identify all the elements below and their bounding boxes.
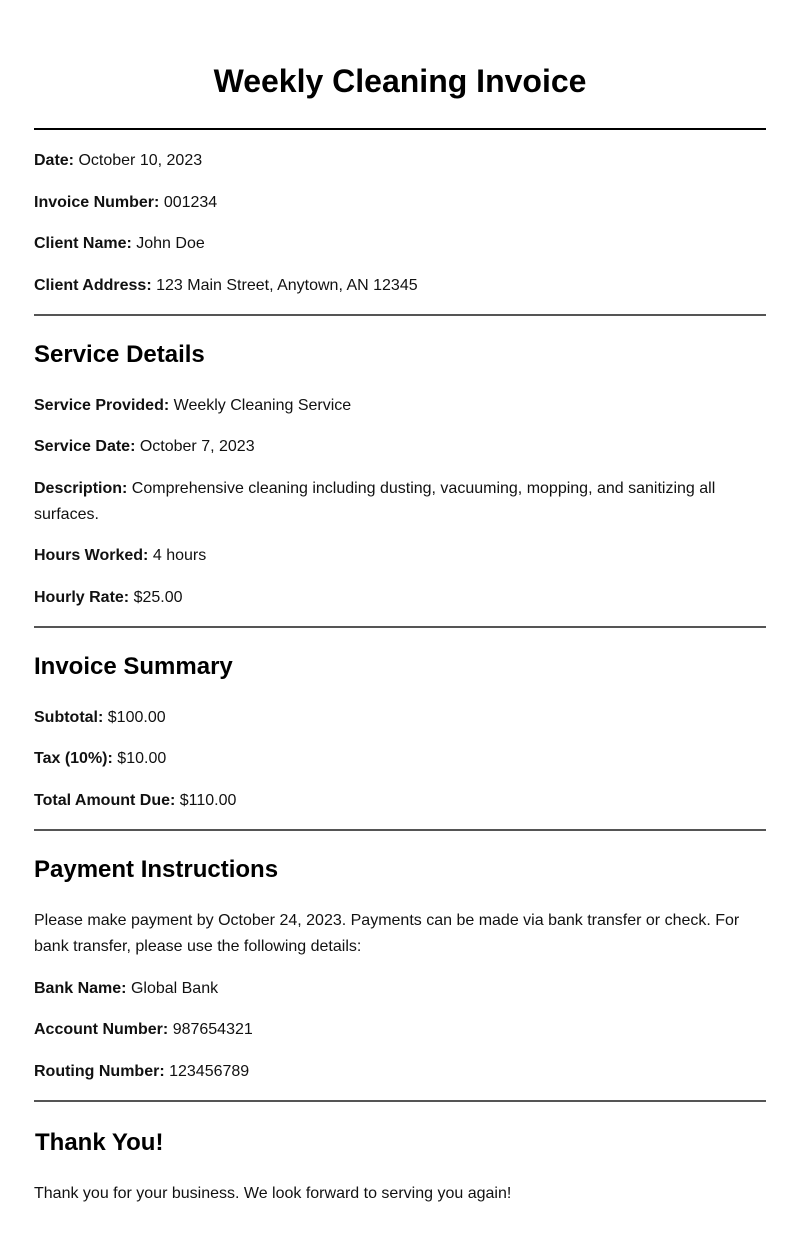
client-name <box>34 231 766 257</box>
invoice-title: Weekly Cleaning Invoice <box>213 63 587 99</box>
tax-label: Tax (10%): <box>34 750 113 767</box>
tax <box>34 746 766 772</box>
hours-worked-value: 4 hours <box>152 547 207 564</box>
bank-name-label: Bank Name: <box>34 980 127 997</box>
client-address-label: Client Address: <box>34 277 152 294</box>
bank-name <box>34 976 766 1002</box>
service-description <box>34 476 766 528</box>
client-name-value: John Doe <box>136 235 205 252</box>
total-amount-due-value: $110.00 <box>179 792 237 809</box>
invoice-number-label: Invoice Number: <box>34 194 160 211</box>
payment-instructions-section <box>34 831 766 1085</box>
service-provided-value: Weekly Cleaning Service <box>173 397 352 414</box>
client-name-label: Client Name: <box>34 235 132 252</box>
invoice-summary-heading: Invoice Summary <box>34 653 233 680</box>
payment-instructions-heading: Payment Instructions <box>34 856 279 883</box>
invoice-date-value: October 10, 2023 <box>78 152 203 169</box>
service-provided-label: Service Provided: <box>34 397 170 414</box>
client-address <box>34 273 766 299</box>
hourly-rate-value: $25.00 <box>133 589 183 606</box>
thank-you-heading: Thank You! <box>35 1129 164 1156</box>
routing-number-value: 123456789 <box>169 1063 250 1080</box>
invoice-page <box>34 0 766 1207</box>
subtotal-value: $100.00 <box>107 709 166 726</box>
total-amount-due <box>34 788 766 814</box>
invoice-date-label: Date: <box>34 152 75 169</box>
invoice-number <box>34 190 766 216</box>
routing-number <box>34 1059 766 1085</box>
invoice-summary-section <box>34 628 766 814</box>
account-number <box>34 1017 766 1043</box>
payment-instructions-text: Please make payment by October 24, 2023. Payments can be made via bank transfer or check. For bank transfer, please use the following details: <box>34 912 740 955</box>
invoice-number-value: 001234 <box>163 194 218 211</box>
tax-value: $10.00 <box>117 750 167 767</box>
account-number-value: 987654321 <box>172 1021 253 1038</box>
service-details-heading: Service Details <box>34 341 205 368</box>
total-amount-due-label: Total Amount Due: <box>34 792 176 809</box>
bank-name-value: Global Bank <box>130 980 219 997</box>
service-date-label: Service Date: <box>34 438 136 455</box>
hourly-rate-label: Hourly Rate: <box>34 589 130 606</box>
service-description-label: Description: <box>34 480 128 497</box>
service-description-value: Comprehensive cleaning including dusting, vacuuming, mopping, and sanitizing all surfaces. <box>34 480 716 523</box>
client-address-value: 123 Main Street, Anytown, AN 12345 <box>156 277 418 294</box>
hourly-rate <box>34 585 766 611</box>
invoice-date <box>34 148 766 174</box>
subtotal-label: Subtotal: <box>34 709 104 726</box>
service-date <box>34 434 766 460</box>
subtotal <box>34 705 766 731</box>
thank-you-section <box>34 1102 766 1207</box>
service-provided <box>34 393 766 419</box>
service-date-value: October 7, 2023 <box>139 438 255 455</box>
thank-you-message: Thank you for your business. We look forward to serving you again! <box>34 1185 512 1202</box>
account-number-label: Account Number: <box>34 1021 169 1038</box>
hours-worked-label: Hours Worked: <box>34 547 149 564</box>
routing-number-label: Routing Number: <box>34 1063 165 1080</box>
service-details-section <box>34 316 766 611</box>
hours-worked <box>34 543 766 569</box>
invoice-header <box>34 130 766 299</box>
